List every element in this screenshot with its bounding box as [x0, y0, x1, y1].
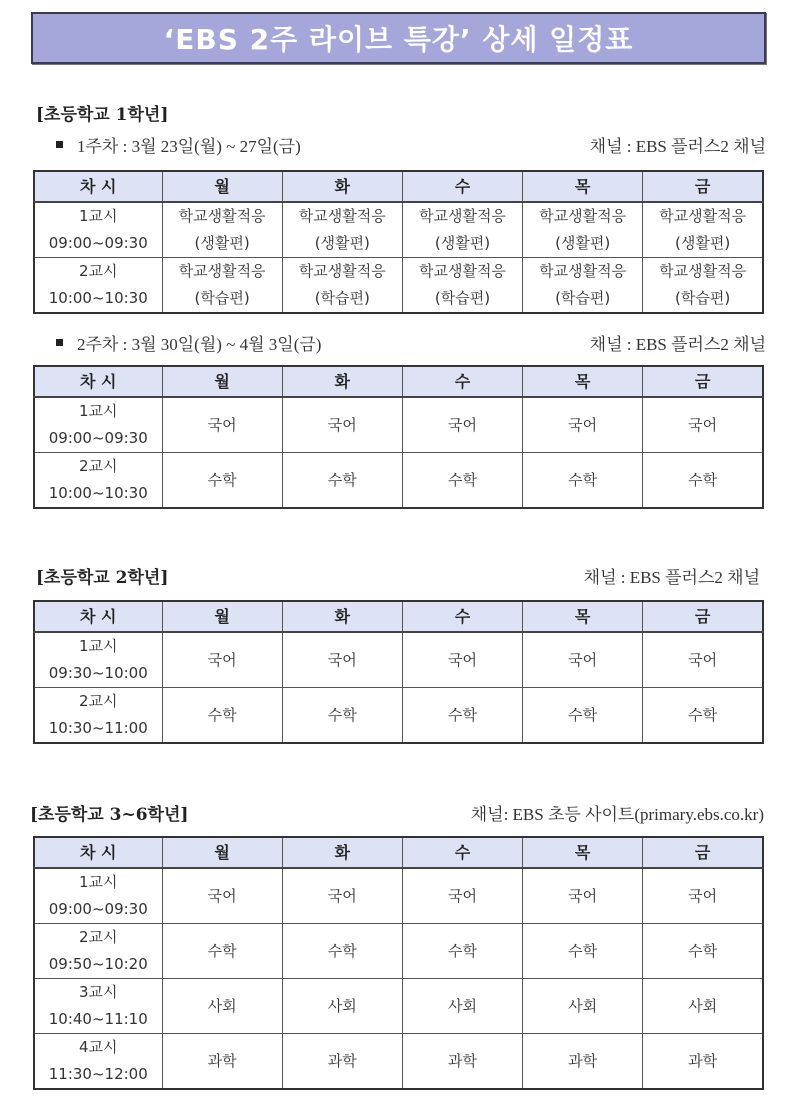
schedule-cell: 수학	[643, 453, 763, 509]
header-tue: 화	[282, 601, 402, 632]
header-fri: 금	[643, 171, 763, 202]
period-time: 10:40~11:10	[48, 1010, 148, 1028]
grade3to6-table	[33, 836, 764, 1090]
period-time: 10:00~10:30	[48, 484, 148, 502]
schedule-cell	[402, 258, 522, 314]
schedule-cell: 사회	[402, 979, 522, 1034]
schedule-cell: 사회	[523, 979, 643, 1034]
subject: 학교생활적응	[539, 262, 627, 280]
period-time: 10:30~11:00	[48, 719, 148, 737]
schedule-cell	[162, 258, 282, 314]
schedule-cell: 국어	[162, 397, 282, 453]
week2-channel: 채널 : EBS 플러스2 채널	[589, 335, 766, 354]
schedule-cell: 과학	[402, 1034, 522, 1090]
schedule-cell: 국어	[523, 397, 643, 453]
schedule-cell: 국어	[162, 632, 282, 688]
schedule-cell: 수학	[643, 688, 763, 744]
grade2-channel: 채널 : EBS 플러스2 채널	[583, 568, 760, 587]
subject-sub: (생활편)	[434, 234, 491, 252]
header-period: 차 시	[34, 601, 162, 632]
subject: 학교생활적응	[178, 207, 266, 225]
header-fri: 금	[643, 601, 763, 632]
header-mon: 월	[162, 601, 282, 632]
schedule-cell: 수학	[162, 688, 282, 744]
schedule-cell: 국어	[523, 632, 643, 688]
period-cell	[34, 688, 162, 744]
period-cell	[34, 1034, 162, 1090]
subject-sub: (학습편)	[555, 289, 611, 307]
table-row	[34, 453, 763, 509]
schedule-cell: 과학	[643, 1034, 763, 1090]
bullet-icon	[56, 339, 63, 346]
period-name: 1교시	[78, 207, 118, 225]
week2-date-range: 2주차 : 3월 30일(월) ~ 4월 3일(금)	[77, 335, 322, 354]
table-row	[34, 202, 763, 258]
schedule-cell: 국어	[523, 868, 643, 924]
schedule-cell: 사회	[162, 979, 282, 1034]
table-header-row	[34, 601, 763, 632]
period-cell	[34, 632, 162, 688]
subject-sub: (학습편)	[314, 289, 370, 307]
period-time: 09:00~09:30	[48, 234, 148, 252]
schedule-cell: 과학	[523, 1034, 643, 1090]
schedule-cell: 국어	[162, 868, 282, 924]
header-thu: 목	[523, 366, 643, 397]
header-thu: 목	[523, 171, 643, 202]
schedule-cell: 과학	[282, 1034, 402, 1090]
subject-sub: (학습편)	[675, 289, 731, 307]
header-thu: 목	[523, 601, 643, 632]
subject-sub: (학습편)	[194, 289, 250, 307]
schedule-cell: 사회	[643, 979, 763, 1034]
week1-date-range: 1주차 : 3월 23일(월) ~ 27일(금)	[77, 137, 301, 156]
bullet-icon	[56, 141, 63, 148]
page-title-banner	[31, 12, 766, 64]
table-row	[34, 258, 763, 314]
period-name: 1교시	[78, 873, 118, 891]
schedule-cell: 수학	[523, 688, 643, 744]
period-name: 1교시	[78, 637, 118, 655]
schedule-cell: 수학	[402, 688, 522, 744]
section-heading-grade3to6: [초등학교 3~6학년]	[30, 805, 189, 825]
grade1-week2-table	[33, 365, 764, 509]
subject-sub: (생활편)	[194, 234, 250, 252]
schedule-cell: 국어	[643, 397, 763, 453]
schedule-cell: 수학	[643, 924, 763, 979]
header-thu: 목	[523, 837, 643, 868]
period-name: 1교시	[78, 402, 118, 420]
grade2-table	[33, 600, 764, 744]
subject: 학교생활적응	[418, 262, 506, 280]
schedule-cell: 국어	[402, 632, 522, 688]
period-name: 4교시	[78, 1038, 118, 1056]
period-cell	[34, 397, 162, 453]
section-heading-grade1: [초등학교 1학년]	[36, 105, 169, 125]
schedule-cell	[523, 258, 643, 314]
header-mon: 월	[162, 837, 282, 868]
schedule-cell: 수학	[402, 924, 522, 979]
schedule-cell	[162, 202, 282, 258]
schedule-cell: 수학	[402, 453, 522, 509]
table-header-row	[34, 171, 763, 202]
subject-sub: (생활편)	[675, 234, 731, 252]
schedule-cell: 과학	[162, 1034, 282, 1090]
header-mon: 월	[162, 366, 282, 397]
header-fri: 금	[643, 366, 763, 397]
schedule-cell	[643, 258, 763, 314]
schedule-cell: 국어	[282, 632, 402, 688]
period-time: 09:00~09:30	[48, 900, 148, 918]
schedule-cell: 수학	[282, 688, 402, 744]
schedule-cell: 국어	[643, 632, 763, 688]
schedule-cell	[282, 258, 402, 314]
subject: 학교생활적응	[539, 207, 627, 225]
subject-sub: (학습편)	[434, 289, 491, 307]
schedule-cell: 국어	[643, 868, 763, 924]
table-row	[34, 1034, 763, 1090]
period-name: 2교시	[78, 928, 118, 946]
header-period: 차 시	[34, 171, 162, 202]
week1-label	[56, 132, 301, 157]
table-row	[34, 397, 763, 453]
period-time: 09:30~10:00	[48, 664, 148, 682]
schedule-cell: 수학	[162, 453, 282, 509]
header-wed: 수	[402, 171, 522, 202]
schedule-cell: 국어	[282, 868, 402, 924]
schedule-cell	[402, 202, 522, 258]
table-header-row	[34, 366, 763, 397]
schedule-cell: 수학	[162, 924, 282, 979]
period-cell	[34, 258, 162, 314]
period-time: 09:00~09:30	[48, 429, 148, 447]
page-title: ‘EBS 2주 라이브 특강’ 상세 일정표	[163, 23, 634, 56]
subject: 학교생활적응	[659, 207, 747, 225]
section-heading-grade2: [초등학교 2학년]	[36, 568, 169, 588]
schedule-cell	[643, 202, 763, 258]
header-wed: 수	[402, 366, 522, 397]
period-time: 10:00~10:30	[48, 289, 148, 307]
period-cell	[34, 453, 162, 509]
period-name: 2교시	[78, 457, 118, 475]
subject: 학교생활적응	[298, 262, 386, 280]
week2-label	[56, 330, 321, 355]
schedule-cell: 국어	[402, 868, 522, 924]
header-fri: 금	[643, 837, 763, 868]
header-tue: 화	[282, 171, 402, 202]
header-wed: 수	[402, 601, 522, 632]
table-row	[34, 868, 763, 924]
header-period: 차 시	[34, 837, 162, 868]
schedule-cell: 수학	[523, 924, 643, 979]
table-row	[34, 924, 763, 979]
schedule-cell: 수학	[282, 453, 402, 509]
period-cell	[34, 979, 162, 1034]
week1-channel: 채널 : EBS 플러스2 채널	[589, 137, 766, 156]
period-name: 2교시	[78, 692, 118, 710]
header-tue: 화	[282, 837, 402, 868]
period-time: 11:30~12:00	[48, 1065, 148, 1083]
period-name: 2교시	[78, 262, 118, 280]
schedule-cell: 국어	[282, 397, 402, 453]
period-cell	[34, 868, 162, 924]
schedule-cell	[523, 202, 643, 258]
period-name: 3교시	[78, 983, 118, 1001]
schedule-cell	[282, 202, 402, 258]
subject: 학교생활적응	[418, 207, 506, 225]
schedule-cell: 사회	[282, 979, 402, 1034]
schedule-cell: 국어	[402, 397, 522, 453]
grade3to6-channel: 채널: EBS 초등 사이트(primary.ebs.co.kr)	[470, 805, 764, 824]
table-row	[34, 688, 763, 744]
table-row	[34, 979, 763, 1034]
header-mon: 월	[162, 171, 282, 202]
period-cell	[34, 202, 162, 258]
subject-sub: (생활편)	[314, 234, 370, 252]
subject: 학교생활적응	[659, 262, 747, 280]
period-time: 09:50~10:20	[48, 955, 148, 973]
header-wed: 수	[402, 837, 522, 868]
header-tue: 화	[282, 366, 402, 397]
schedule-cell: 수학	[523, 453, 643, 509]
subject: 학교생활적응	[178, 262, 266, 280]
table-row	[34, 632, 763, 688]
grade1-week1-table	[33, 170, 764, 314]
header-period: 차 시	[34, 366, 162, 397]
schedule-cell: 수학	[282, 924, 402, 979]
table-header-row	[34, 837, 763, 868]
period-cell	[34, 924, 162, 979]
subject-sub: (생활편)	[555, 234, 611, 252]
subject: 학교생활적응	[298, 207, 386, 225]
